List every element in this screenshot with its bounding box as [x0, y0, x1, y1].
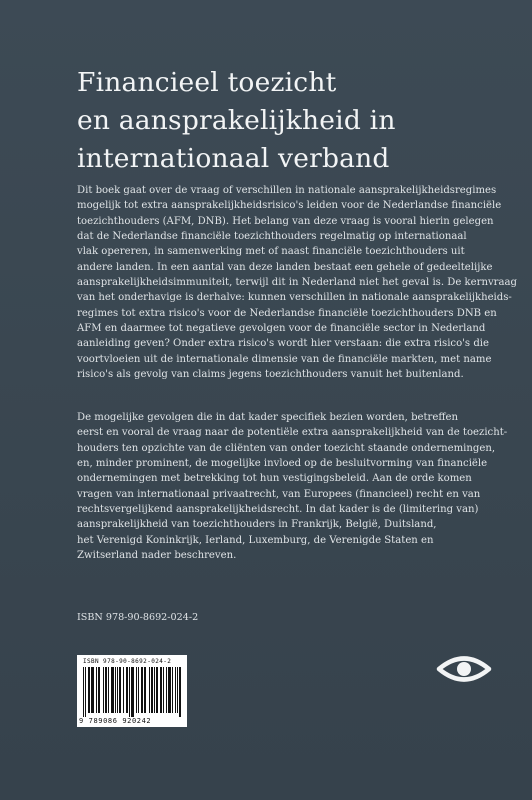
- barcode-bar: [105, 667, 106, 713]
- text-line: rechtsvergelijkend aansprakelijkheidsrecht. In dat kader is de (limitering van): [77, 504, 479, 516]
- barcode-bar: [136, 667, 137, 713]
- barcode-bar: [92, 667, 93, 713]
- barcode-bar: [141, 667, 142, 713]
- barcode-bar: [161, 667, 162, 713]
- barcode-bar: [115, 667, 116, 713]
- barcode-bar: [177, 667, 178, 713]
- barcode-bar: [157, 667, 158, 713]
- text-line: houders ten opzichte van de cliënten van onder toezicht staande ondernemingen,: [77, 442, 496, 454]
- text-line: vlak opereren, in samenwerking met of naast financiële toezichthouders uit: [77, 246, 465, 258]
- barcode-bar: [169, 667, 170, 713]
- barcode-bar: [88, 667, 89, 713]
- barcode-bar: [99, 667, 100, 713]
- title-line: internationaal verband: [77, 143, 390, 174]
- barcode-bar: [175, 667, 176, 713]
- barcode-bar: [179, 667, 180, 717]
- text-line: Dit boek gaat over de vraag of verschillen in nationale aansprakelijkheidsregimes: [77, 185, 497, 196]
- barcode-bar: [96, 667, 97, 713]
- barcode-bar: [180, 667, 181, 717]
- barcode-bar: [93, 667, 94, 713]
- barcode-bar: [117, 667, 118, 713]
- barcode-bar: [91, 667, 92, 713]
- text-line: ondernemingen met betrekking tot hun vestigingsbeleid. Aan de orde komen: [77, 473, 472, 485]
- barcode-bar: [142, 667, 143, 713]
- barcode-digits: 9 789086 920242: [79, 717, 152, 725]
- barcode-bar: [168, 667, 169, 713]
- book-title: [77, 64, 497, 178]
- text-line: aansprakelijkheidsimmuniteit, terwijl dit in Nederland niet het geval is. De kernvraag: [77, 277, 517, 289]
- barcode-bars: [83, 667, 181, 717]
- text-line: regimes tot extra risico's voor de Nederlandse financiële toezichthouders DNB en: [77, 307, 497, 319]
- text-line: Zwitserland nader beschreven.: [77, 550, 237, 562]
- barcode: [77, 655, 187, 727]
- title-line: Financieel toezicht: [77, 67, 337, 98]
- text-line: toezichthouders (AFM, DNB). Het belang van deze vraag is vooral hierin gelegen: [77, 215, 494, 227]
- barcode-bar: [163, 667, 164, 713]
- text-line: voortvloeien uit de internationale dimensie van de financiële markten, met name: [77, 353, 492, 365]
- barcode-bar: [123, 667, 124, 713]
- barcode-bar: [149, 667, 150, 713]
- title-line: en aansprakelijkheid in: [77, 105, 396, 136]
- text-line: van het onderhavige is derhalve: kunnen verschillen in nationale aansprakelijkheids-: [77, 292, 512, 304]
- blurb-paragraph-2: [77, 410, 508, 563]
- isbn-text: ISBN 978-90-8692-024-2: [77, 612, 199, 623]
- blurb-paragraph-1: [77, 183, 517, 382]
- barcode-bar: [166, 667, 167, 713]
- barcode-bar: [170, 667, 171, 713]
- text-line: aanleiding geven? Onder extra risico's wordt hier verstaan: die extra risico's die: [77, 338, 489, 350]
- text-line: De mogelijke gevolgen die in dat kader specifiek bezien worden, betreffen: [77, 412, 459, 423]
- barcode-bar: [83, 667, 84, 717]
- text-line: en, minder prominent, de mogelijke invloed op de besluitvorming van financiële: [77, 458, 488, 470]
- text-line: dat de Nederlandse financiële toezichthouders regelmatig op internationaal: [77, 231, 467, 243]
- text-line: risico's als gevolg van claims jegens toezichthouders vanuit het buitenland.: [77, 369, 464, 381]
- barcode-bar: [131, 667, 132, 717]
- barcode-bar: [126, 667, 127, 713]
- barcode-bar: [152, 667, 153, 713]
- barcode-bar: [120, 667, 121, 713]
- barcode-bar: [156, 667, 157, 713]
- barcode-bar: [119, 667, 120, 713]
- text-line: aansprakelijkheid van toezichthouders in Frankrijk, België, Duitsland,: [77, 519, 437, 531]
- barcode-bar: [103, 667, 104, 713]
- barcode-bar: [145, 667, 146, 713]
- barcode-bar: [98, 667, 99, 713]
- text-line: andere landen. In een aantal van deze landen bestaat een gehele of gedeeltelijke: [77, 261, 493, 273]
- text-line: AFM en daarmee tot negatieve gevolgen voor de financiële sector in Nederland: [77, 323, 486, 335]
- barcode-bar: [108, 667, 109, 713]
- barcode-bar: [160, 667, 161, 713]
- barcode-bar: [133, 667, 134, 717]
- barcode-bar: [127, 667, 128, 713]
- text-line: het Verenigd Koninkrijk, Ierland, Luxemburg, de Verenigde Staten en: [77, 534, 434, 546]
- barcode-bar: [106, 667, 107, 713]
- barcode-bar: [85, 667, 86, 717]
- barcode-isbn-label: ISBN 978-90-8692-024-2: [83, 658, 172, 665]
- barcode-bar: [144, 667, 145, 713]
- eye-icon: [436, 654, 492, 684]
- barcode-bar: [151, 667, 152, 713]
- barcode-bar: [129, 667, 130, 717]
- barcode-bar: [132, 667, 133, 717]
- barcode-bar: [112, 667, 113, 713]
- barcode-bar: [172, 667, 173, 713]
- barcode-bar: [89, 667, 90, 713]
- barcode-bar: [138, 667, 139, 713]
- barcode-bar: [113, 667, 114, 713]
- barcode-bar: [154, 667, 155, 713]
- barcode-bar: [111, 667, 112, 713]
- text-line: mogelijk tot extra aansprakelijkheidsrisico's leiden voor de Nederlandse financiële: [77, 200, 502, 212]
- text-line: eerst en vooral de vraag naar de potentiële extra aansprakelijkheid van de toezicht-: [77, 427, 508, 439]
- text-line: vragen van internationaal privaatrecht, van Europees (financieel) recht en van: [77, 488, 481, 500]
